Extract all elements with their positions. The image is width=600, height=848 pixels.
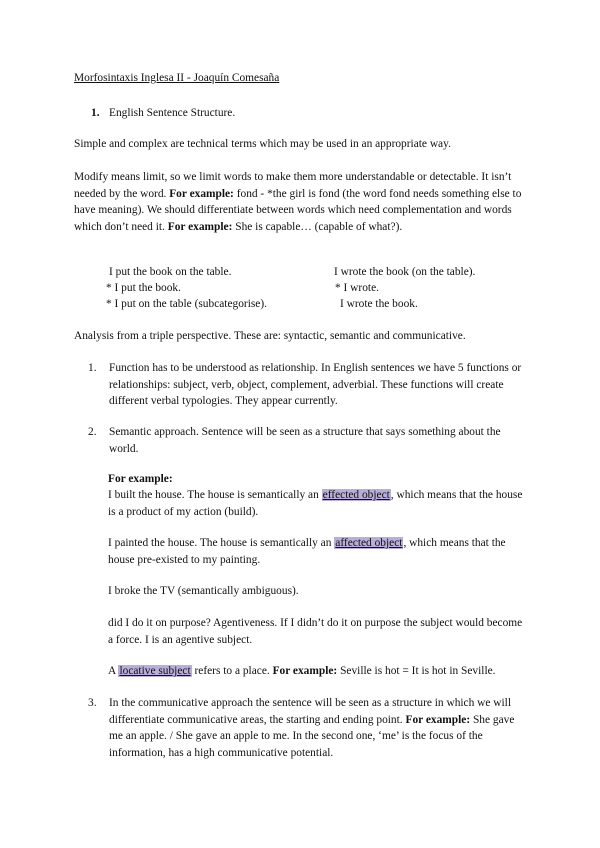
for-example-heading: For example: [108,473,173,485]
paragraph-agentiveness: did I do it on purpose? Agentiveness. If I didn’t do it on purpose the subject would become a force. I is an agentive subject. [108,617,523,646]
bold-label: For example: [167,220,233,233]
bold-label: For example: [405,713,471,726]
text-run: Seville is hot = It is hot in Seville. [337,665,496,677]
paragraph-simple-complex: Simple and complex are technical terms which may be used in an appropriate way. [74,138,451,150]
paragraph-broke-tv: I broke the TV (semantically ambiguous). [108,585,299,597]
text-run: , which means that the house is a product of my action (build). [108,489,523,518]
text-run: She is capable… (capable of what?). [232,220,403,233]
example-right-1: I wrote the book (on the table). [334,266,476,278]
highlighted-term: locative subject [119,665,191,677]
bold-label: For example: [169,187,234,200]
text-run: A [108,665,119,677]
list-item-function: Function has to be understood as relationship. In English sentences we have 5 functions or relationships: subject, verb, object, complement, adverbial. These functions will create different verbal typologies. They appear currently. [109,362,522,408]
paragraph-locative [108,663,528,680]
example-left-1: I put the book on the table. [109,266,232,278]
text-run: refers to a place. [191,665,273,677]
text-run: I built the house. The house is semantically an [108,489,322,501]
list-item-semantic: Semantic approach. Sentence will be seen as a structure that says something about the world. [109,426,501,455]
section-number: 1. [91,107,100,119]
example-right-2: * I wrote. [335,282,379,294]
text-run: In the communicative approach the sentence will be seen as a structure in which we will differentiate communicative areas, the starting and ending point. [109,697,512,726]
list-number-2: 2. [88,426,97,438]
example-right-3: I wrote the book. [340,298,418,310]
example-left-2: * I put the book. [106,282,181,294]
text-run: fond - *the girl is fond (the word fond needs something else to have meaning). We should differentiate between words which need complementation and words which don’t need it. [74,187,522,233]
paragraph-modify [74,169,530,235]
paragraph-triple-perspective: Analysis from a triple perspective. These are: syntactic, semantic and communicative. [74,330,466,342]
highlighted-term: effected object [322,489,390,501]
highlighted-term: affected object [335,537,403,549]
text-run: , which means that the house pre-existed to my painting. [108,537,506,566]
list-number-3: 3. [88,697,97,709]
text-run: She gave me an apple. / She gave an apple to me. In the second one, ‘me’ is the focus of the information, has a high communicative potential. [109,713,515,759]
list-number-1: 1. [88,362,97,374]
paragraph-built-house [108,487,528,520]
bold-label: For example: [272,665,338,677]
text-run: Modify means limit, so we limit words to make them more understandable or detectable. It isn’t needed by the word. [74,171,512,200]
example-left-3: * I put on the table (subcategorise). [106,298,267,310]
document-title: Morfosintaxis Inglesa II - Joaquín Comesaña [74,72,280,84]
section-heading: English Sentence Structure. [109,107,236,119]
text-run: I painted the house. The house is semantically an [108,537,335,549]
paragraph-painted-house [108,535,528,568]
list-item-communicative [109,695,529,761]
